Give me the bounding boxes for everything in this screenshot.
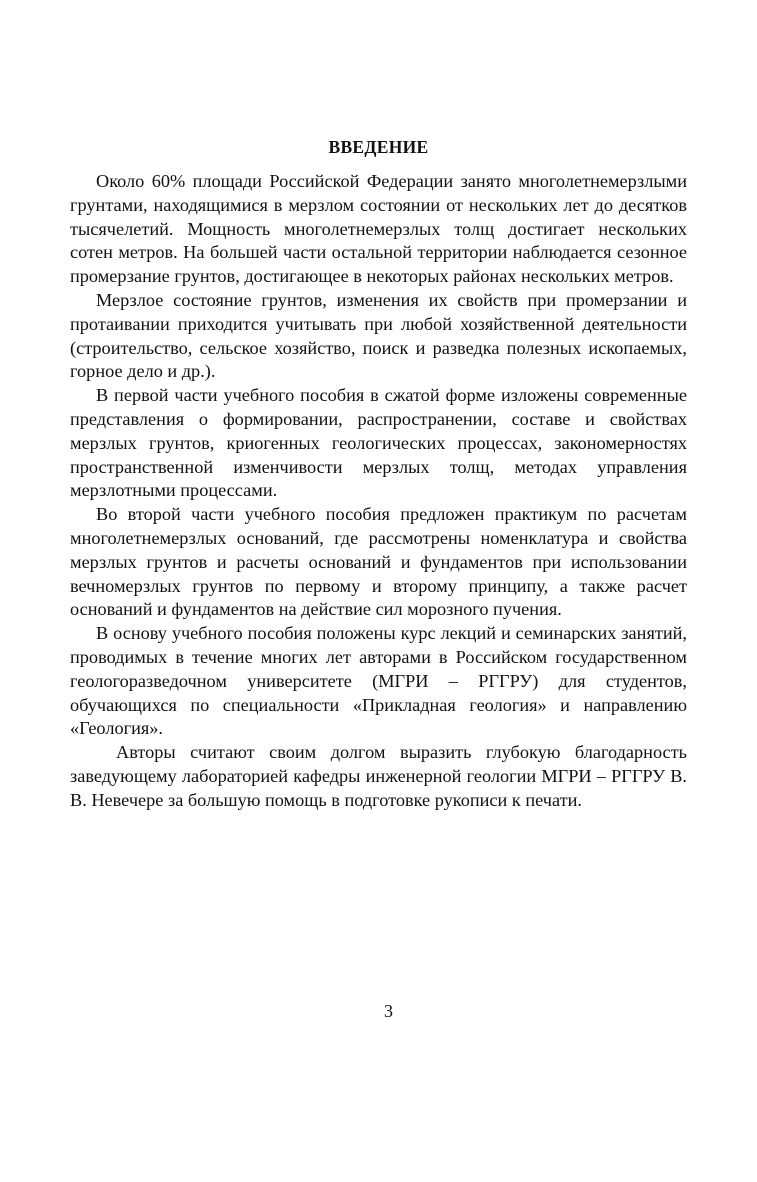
paragraph-first-part: В первой части учебного пособия в сжатой форме изложены современные представления о формировании, распространении, составе и свойствах мерзлых грунтов, криогенных геологических процессах, закономерностях пространственной изменчивости мерзлых толщ, методах управления мерзлотными процессами. bbox=[70, 385, 687, 501]
page-title: ВВЕДЕНИЕ bbox=[328, 136, 429, 157]
paragraph-second-part: Во второй части учебного пособия предложен практикум по расчетам многолетнемерзлых оснований, где рассмотрены номенклатура и свойства мерзлых грунтов и расчеты оснований и фундаментов при использовании вечномерзлых грунтов по первому и второму принципу, а также расчет оснований и фундаментов на действие сил морозного пучения. bbox=[70, 504, 687, 620]
paragraph-permafrost-area: Около 60% площади Российской Федерации занято многолетнемерзлыми грунтами, находящимися в мерзлом состоянии от нескольких лет до десятков тысячелетий. Мощность многолетнемерзлых толщ достигает нескольких сотен метров. На большей части остальной территории наблюдается сезонное промерзание грунтов, достигающее в некоторых районах нескольких метров. bbox=[70, 171, 687, 287]
page-number: 3 bbox=[384, 1001, 393, 1021]
document-page bbox=[70, 0, 687, 1182]
paragraph-frozen-state: Мерзлое состояние грунтов, изменения их свойств при промерзании и протаивании приходится учитывать при любой хозяйственной деятельности (строительство, сельское хозяйство, поиск и разведка полезных ископаемых, горное дело и др.). bbox=[70, 289, 687, 382]
paragraph-basis: В основу учебного пособия положены курс лекций и семинарских занятий, проводимых в течение многих лет авторами в Российском государственном геологоразведочном университете (МГРИ – РГГРУ) для студентов, обучающихся по специальности «Прикладная геология» и направлению «Геология». bbox=[70, 623, 687, 739]
body-text bbox=[70, 170, 687, 813]
paragraph-acknowledgements: Авторы считают своим долгом выразить глубокую благодарность заведующему лабораторией кафедры инженерной геологии МГРИ – РГГРУ В. В. Невечере за большую помощь в подготовке рукописи к печати. bbox=[70, 742, 687, 810]
